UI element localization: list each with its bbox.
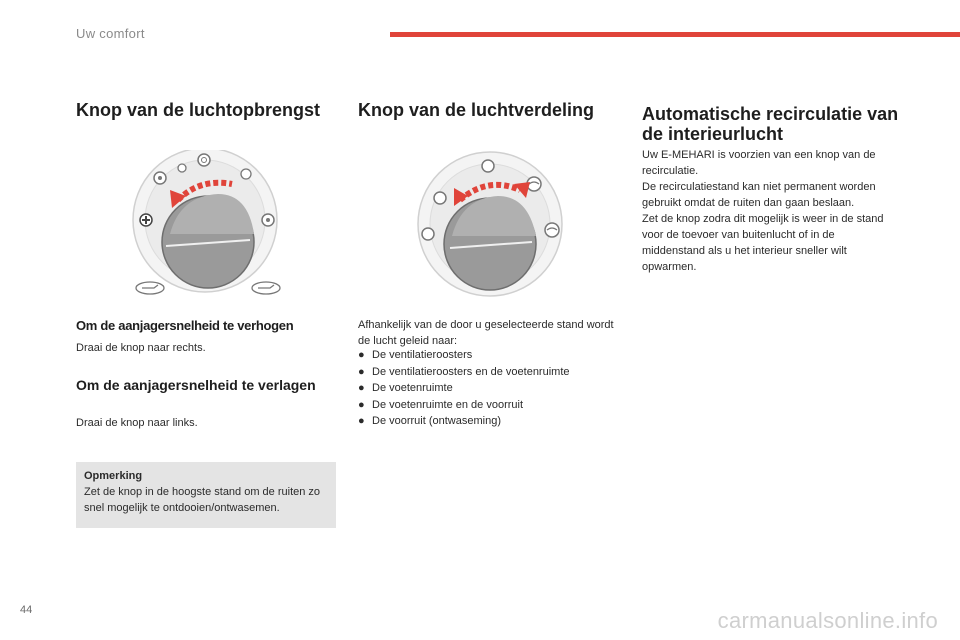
air-supply-title: Knop van de luchtopbrengst xyxy=(76,100,321,120)
increase-speed-heading: Om de aanjagersnelheid te verhogen xyxy=(76,318,294,333)
fan-speed-knob-illustration xyxy=(120,150,290,300)
section-label: Uw comfort xyxy=(76,26,145,41)
air-distribution-knob-illustration xyxy=(410,150,570,300)
decrease-speed-heading: Om de aanjagersnelheid te verlagen xyxy=(76,377,316,393)
bullet-icon: ● xyxy=(358,365,365,378)
list-item: ● De voetenruimte en de voorruit xyxy=(358,397,628,414)
bullet-icon: ● xyxy=(358,382,365,395)
air-distribution-title: Knop van de luchtverdeling xyxy=(358,100,595,120)
bullet-icon: ● xyxy=(358,398,365,411)
recirculation-title: Automatische recirculatie van de interieurlucht xyxy=(642,104,899,144)
list-item: ● De ventilatieroosters en de voetenruimte xyxy=(358,364,628,381)
header-accent-bar xyxy=(390,32,960,37)
page-number: 44 xyxy=(20,604,33,616)
list-item: ● De ventilatieroosters xyxy=(358,347,628,364)
watermark: carmanualsonline.info xyxy=(717,608,938,633)
note-title: Opmerking xyxy=(84,470,143,482)
distribution-intro: Afhankelijk van de door u geselecteerde stand wordt de lucht geleid naar: xyxy=(358,319,614,347)
distribution-options-list xyxy=(358,347,628,430)
bullet-icon: ● xyxy=(358,415,365,428)
note-text: Zet de knop in de hoogste stand om de ruiten zo snel mogelijk te ontdooien/ontwasemen. xyxy=(84,486,321,514)
recirculation-text: Uw E-MEHARI is voorzien van een knop van de recirculatie. De recirculatiestand kan niet permanent worden gebruikt omdat de ruiten dan gaan beslaan. Zet de knop zodra dit mogelijk is weer in de stand voor de toevoer van buitenlucht of in de middenstand als u het interieur sneller wilt opwarmen. xyxy=(642,149,884,273)
increase-speed-text: Draai de knop naar rechts. xyxy=(76,342,206,354)
list-item: ● De voorruit (ontwaseming) xyxy=(358,413,628,430)
bullet-icon: ● xyxy=(358,349,365,361)
note-box xyxy=(76,462,336,528)
decrease-speed-text: Draai de knop naar links. xyxy=(76,417,198,429)
list-item: ● De voetenruimte xyxy=(358,380,628,397)
